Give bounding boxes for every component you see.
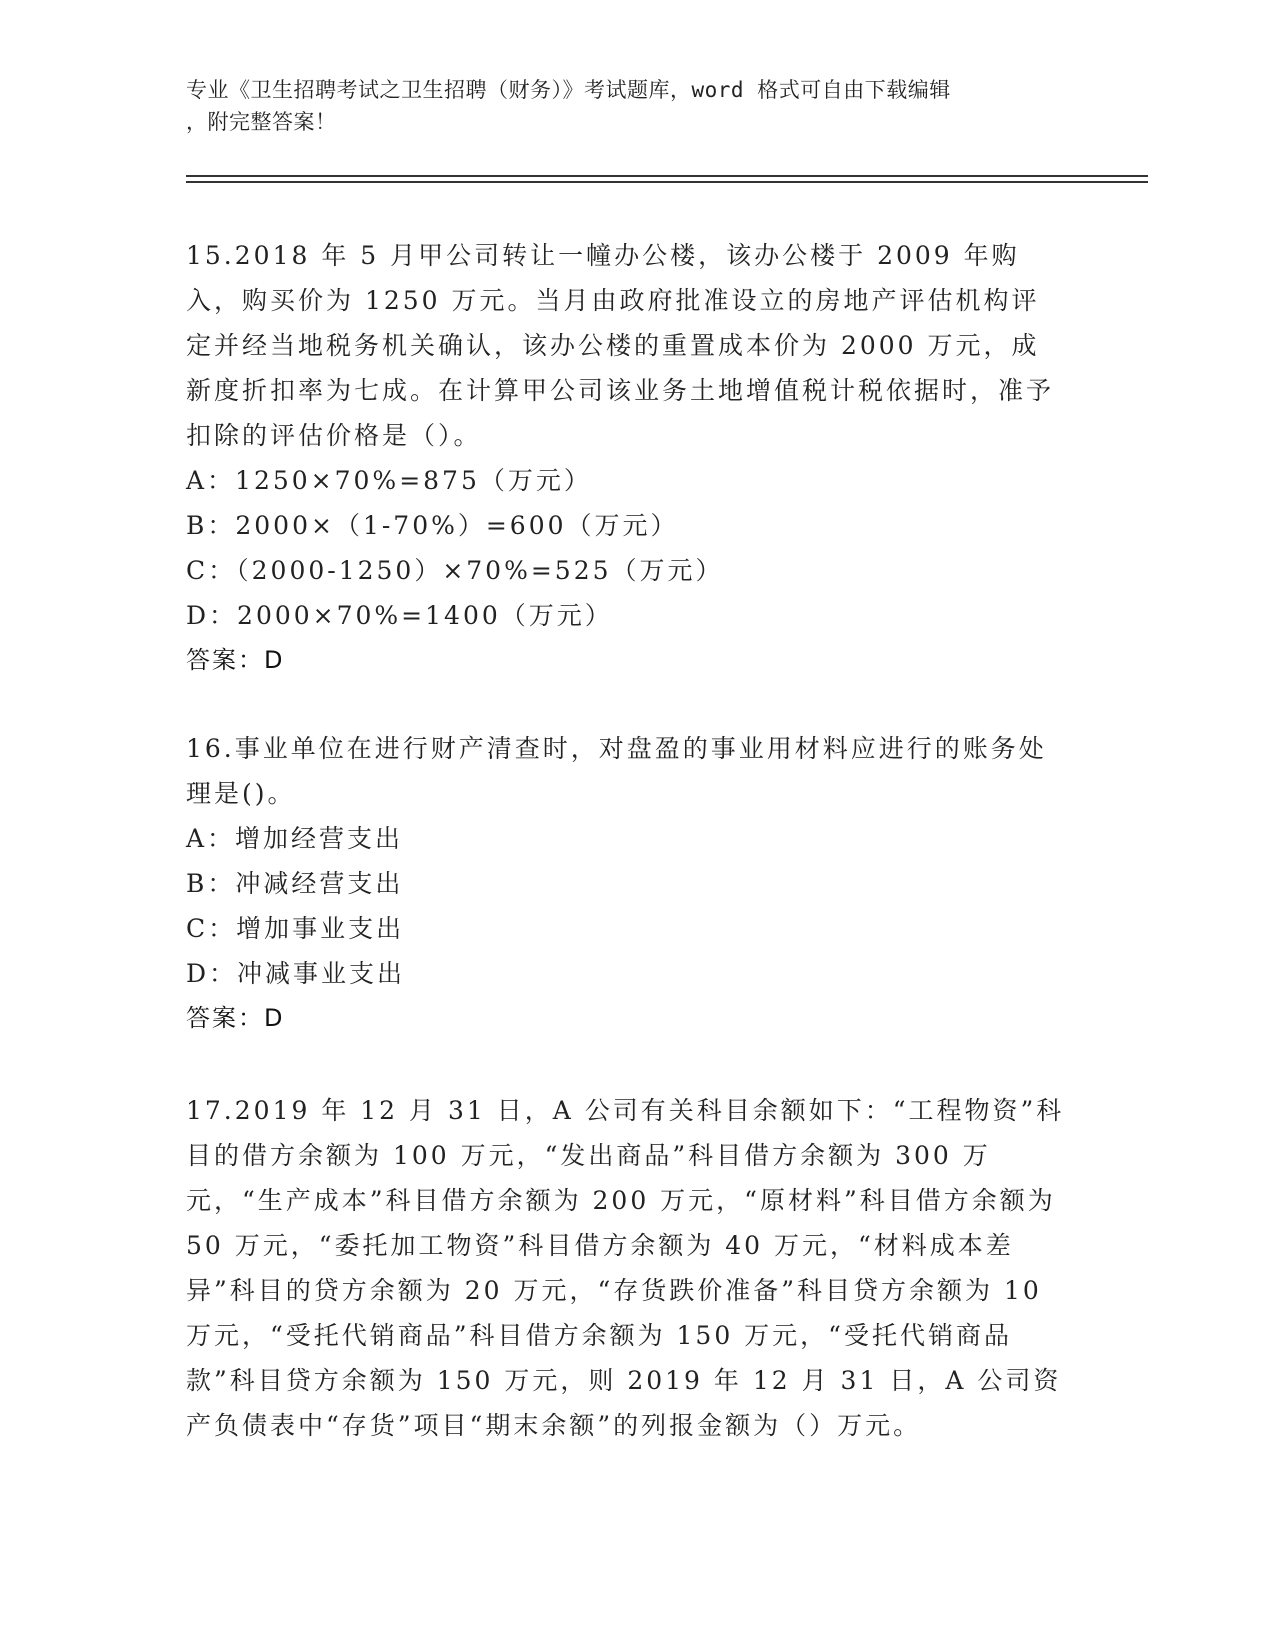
answer: 答案：D: [186, 1004, 285, 1032]
question-text: 17.2019 年 12 月 31 日，A 公司有关科目余额如下：“工程物资”科目的借方余额为 100 万元，“发出商品”科目借方余额为 300 万元，“生产成本”科目借方余额为 200 万元，“原材料”科目借方余额为 50 万元，“委托加工物资”科目借方余额为 40 万元，“材料成本差异”科目的贷方余额为 20 万元，“存货跌价准备”科目贷方余额为 10 万元，“受托代销商品”科目借方余额为 150 万元，“受托代销商品款”科目贷方余额为 150 万元，则 2019 年 12 月 31 日，A 公司资产负债表中“存货”项目“期末余额”的列报金额为（）万元。: [186, 1096, 1065, 1440]
header-divider-bottom: [186, 181, 1148, 183]
header-divider-top: [186, 175, 1148, 177]
document-header: [186, 74, 1066, 138]
option-b: B：冲减经营支出: [186, 869, 404, 898]
header-line-1: 专业《卫生招聘考试之卫生招聘（财务）》考试题库，word 格式可自由下载编辑: [186, 78, 951, 102]
option-d: D：冲减事业支出: [186, 959, 406, 988]
option-a: A：增加经营支出: [186, 824, 404, 853]
question-text: 16.事业单位在进行财产清查时，对盘盈的事业用材料应进行的账务处理是()。: [186, 734, 1047, 808]
question-text: 15.2018 年 5 月甲公司转让一幢办公楼，该办公楼于 2009 年购入，购买价为 1250 万元。当月由政府批准设立的房地产评估机构评定并经当地税务机关确认，该办公楼的重置成本价为 2000 万元，成新度折扣率为七成。在计算甲公司该业务土地增值税计税依据时，准予扣除的评估价格是（）。: [186, 241, 1055, 450]
question-15: [186, 233, 1066, 683]
option-d: D：2000×70%=1400（万元）: [186, 601, 613, 630]
option-a: A：1250×70%=875（万元）: [186, 466, 592, 495]
header-line-2: ，附完整答案！: [186, 110, 337, 134]
question-16: [186, 726, 1066, 1041]
option-b: B：2000×（1-70%）=600（万元）: [186, 511, 679, 540]
option-c: C：（2000-1250）×70%=525（万元）: [186, 556, 724, 585]
question-17: [186, 1088, 1066, 1448]
option-c: C：增加事业支出: [186, 914, 405, 943]
answer: 答案：D: [186, 646, 285, 674]
